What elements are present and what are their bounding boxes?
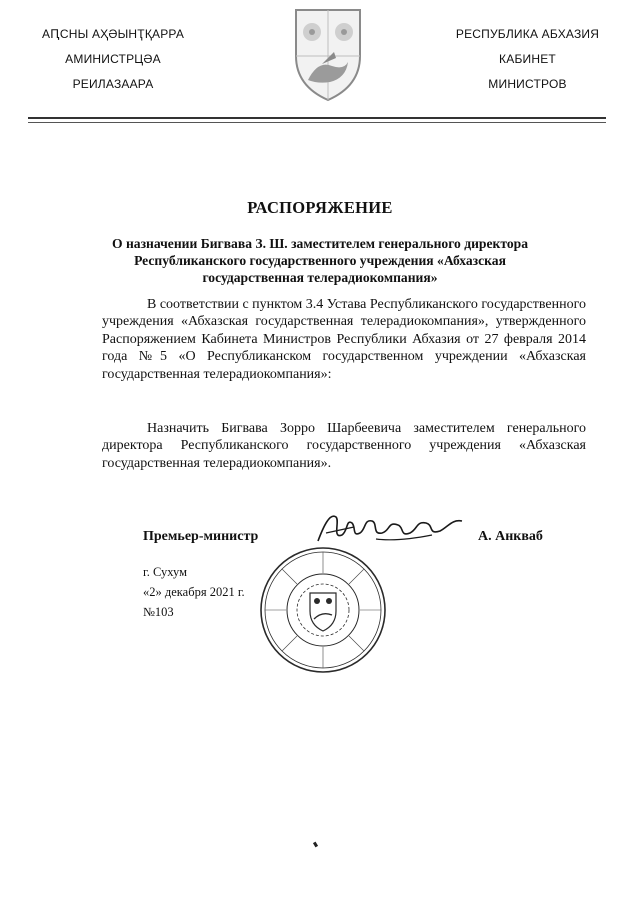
signatory-name: А. Анкваб bbox=[478, 529, 543, 544]
header-divider-thick bbox=[28, 117, 606, 119]
header-left-line-2: АМИНИСТРЦӘА bbox=[65, 52, 161, 66]
official-seal bbox=[258, 545, 388, 675]
header-divider-thin bbox=[28, 122, 606, 123]
header-right-line-3: МИНИСТРОВ bbox=[488, 77, 567, 91]
document-title: РАСПОРЯЖЕНИЕ bbox=[247, 198, 393, 217]
issue-date: «2» декабря 2021 г. bbox=[143, 585, 245, 599]
state-emblem-icon bbox=[288, 4, 368, 104]
document-number: №103 bbox=[143, 605, 174, 619]
header-left-line-3: РЕИЛАЗААРА bbox=[72, 77, 154, 91]
paragraph-appointment: Назначить Бигвава Зорро Шарбеевича заместителем генерального директора Республиканского государственного учреждения «Абхазская государственная телерадиокомпания». bbox=[102, 421, 586, 471]
header-right-line-1: РЕСПУБЛИКА АБХАЗИЯ bbox=[455, 27, 600, 41]
scan-mark bbox=[313, 842, 318, 848]
paragraph-basis: В соответствии с пунктом 3.4 Устава Республиканского государственного учреждения «Абхазская государственная телерадиокомпания», утвержденного Распоряжением Кабинета Министров Республики Абхазия от 27 февраля 2014 года №5 «О Республиканском государственном учреждении «Абхазская государственная телерадиокомпания»: bbox=[102, 297, 586, 382]
header-left-line-1: АԤСНЫ АҲӘЫНҬҚАРРА bbox=[41, 27, 185, 41]
header-left bbox=[28, 27, 198, 102]
signatory-position: Премьер-министр bbox=[143, 529, 259, 544]
document-subject: О назначении Бигвава З. Ш. заместителем генерального директора Республиканского государственного учреждения «Абхазская государственная телерадиокомпания» bbox=[111, 236, 529, 285]
header-right bbox=[440, 27, 615, 102]
issue-place: г. Сухум bbox=[143, 565, 188, 579]
header-right-line-2: КАБИНЕТ bbox=[499, 52, 556, 66]
